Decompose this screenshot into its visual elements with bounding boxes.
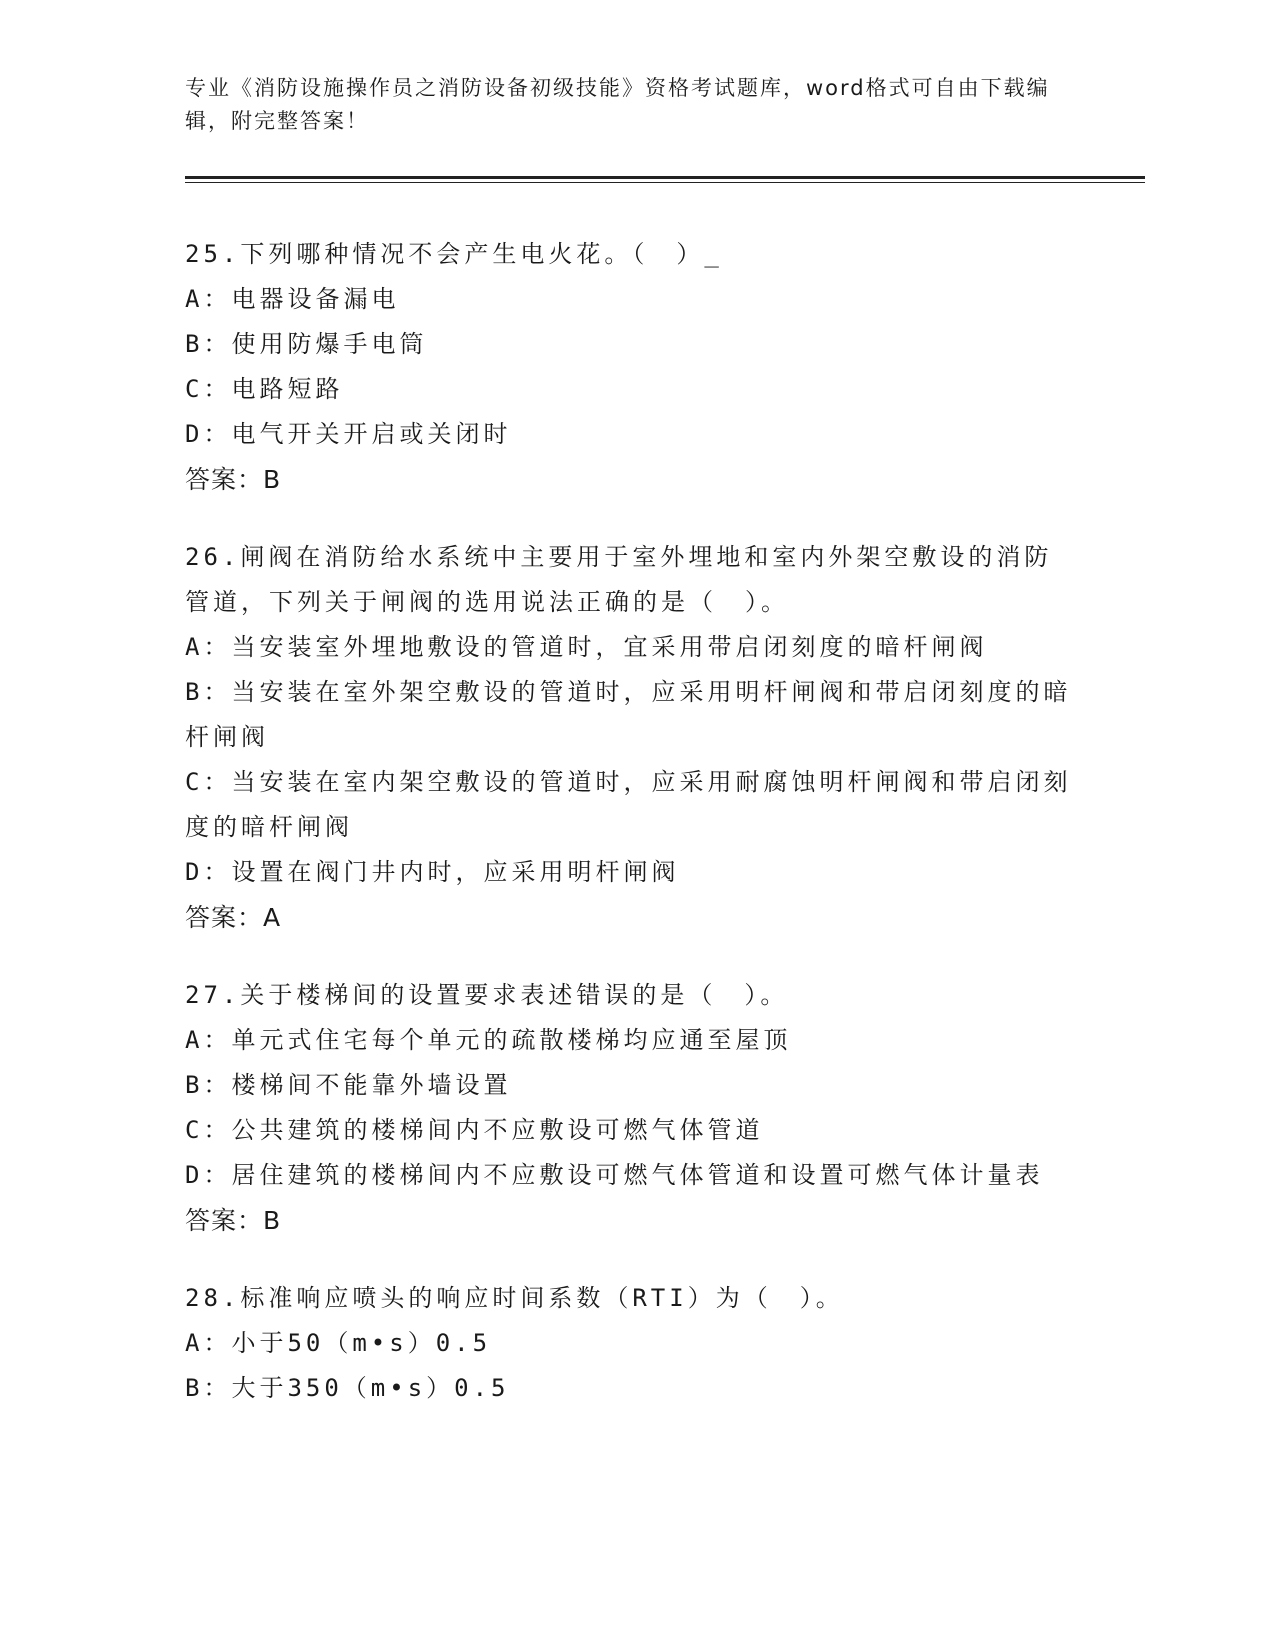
option-a: A：当安装室外埋地敷设的管道时，宜采用带启闭刻度的暗杆闸阀 <box>185 633 988 661</box>
document-header: 专业《消防设施操作员之消防设备初级技能》资格考试题库，word格式可自由下载编辑，附完整答案！ <box>185 76 1050 133</box>
header-rule-thin <box>185 182 1145 183</box>
question-28 <box>185 1276 1075 1411</box>
option-d: D：电气开关开启或关闭时 <box>185 420 512 448</box>
option-a: A：单元式住宅每个单元的疏散楼梯均应通至屋顶 <box>185 1026 792 1054</box>
question-stem: 25.下列哪种情况不会产生电火花。（ ）_ <box>185 240 723 268</box>
question-25 <box>185 232 1075 502</box>
option-b: B：大于350（m•s）0.5 <box>185 1374 510 1402</box>
question-stem: 28.标准响应喷头的响应时间系数（RTI）为（ ）。 <box>185 1284 844 1312</box>
answer: 答案：A <box>185 903 282 932</box>
option-c: C：电路短路 <box>185 375 344 403</box>
option-a: A：电器设备漏电 <box>185 285 400 313</box>
header-rule-thick <box>185 176 1145 179</box>
option-b: B：使用防爆手电筒 <box>185 330 428 358</box>
option-b: B：当安装在室外架空敷设的管道时，应采用明杆闸阀和带启闭刻度的暗杆闸阀 <box>185 678 1072 751</box>
question-list <box>185 232 1075 1444</box>
question-stem: 26.闸阀在消防给水系统中主要用于室外埋地和室内外架空敷设的消防管道，下列关于闸阀的选用说法正确的是（ ）。 <box>185 543 1053 616</box>
option-c: C：公共建筑的楼梯间内不应敷设可燃气体管道 <box>185 1116 764 1144</box>
answer: 答案：B <box>185 1206 282 1235</box>
question-27 <box>185 973 1075 1243</box>
option-a: A：小于50（m•s）0.5 <box>185 1329 492 1357</box>
answer: 答案：B <box>185 465 282 494</box>
question-26 <box>185 535 1075 940</box>
option-d: D：居住建筑的楼梯间内不应敷设可燃气体管道和设置可燃气体计量表 <box>185 1161 1044 1189</box>
option-c: C：当安装在室内架空敷设的管道时，应采用耐腐蚀明杆闸阀和带启闭刻度的暗杆闸阀 <box>185 768 1072 841</box>
option-b: B：楼梯间不能靠外墙设置 <box>185 1071 512 1099</box>
option-d: D：设置在阀门井内时，应采用明杆闸阀 <box>185 858 680 886</box>
question-stem: 27.关于楼梯间的设置要求表述错误的是（ ）。 <box>185 981 789 1009</box>
